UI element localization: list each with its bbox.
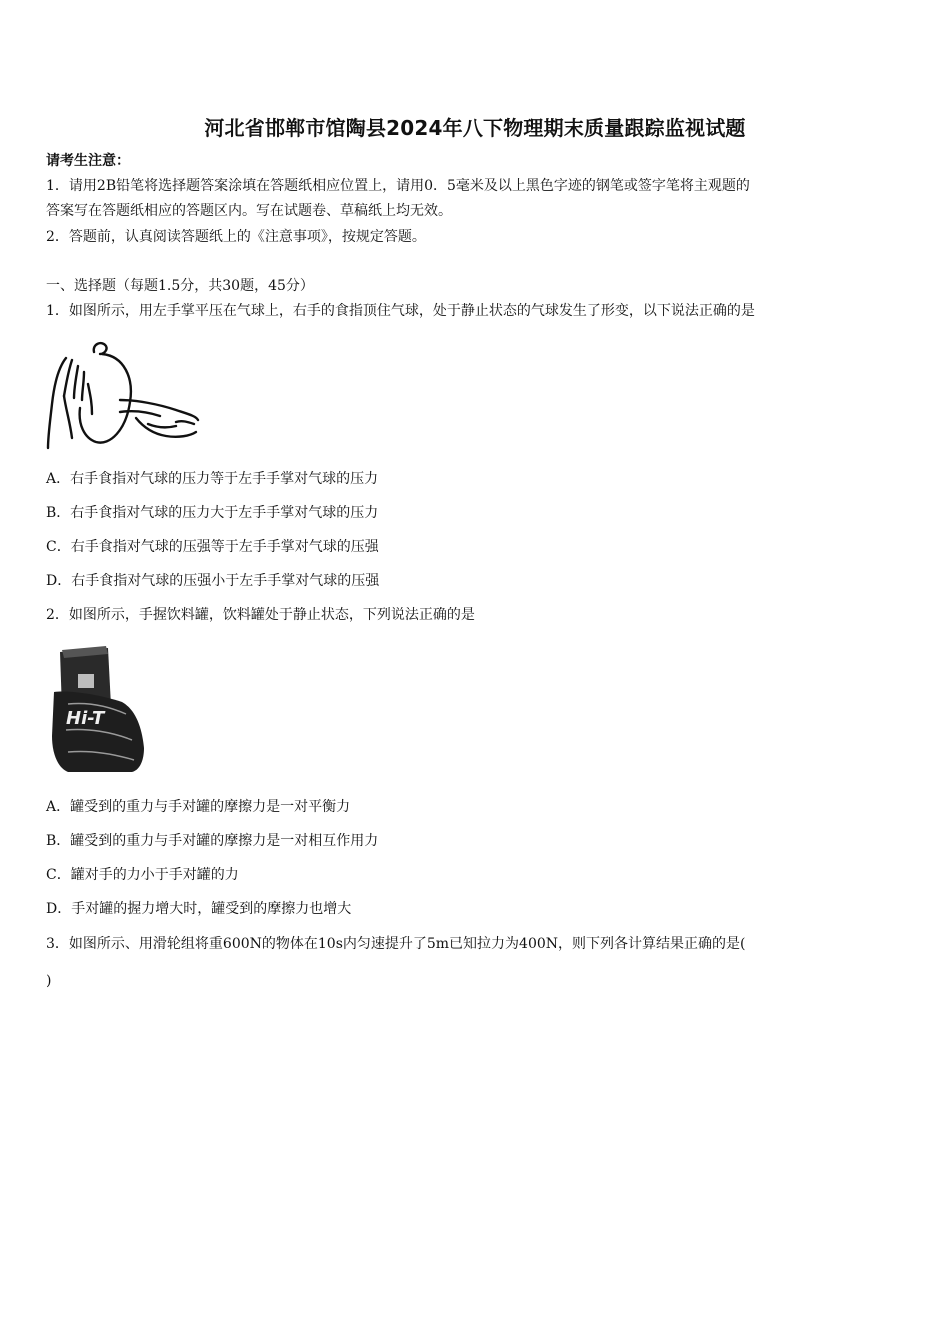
question-1-stem: 1．如图所示，用左手掌平压在气球上，右手的食指顶住气球，处于静止状态的气球发生了形变，以下说法正确的是 — [46, 303, 755, 319]
notice-item-1-line-2: 答案写在答题纸相应的答题区内。写在试题卷、草稿纸上均无效。 — [46, 203, 452, 219]
question-1-option-a: A．右手食指对气球的压力等于左手手掌对气球的压力 — [46, 471, 379, 487]
question-2-stem: 2．如图所示，手握饮料罐，饮料罐处于静止状态，下列说法正确的是 — [46, 607, 475, 623]
question-1-option-c: C．右手食指对气球的压强等于左手手掌对气球的压强 — [46, 539, 379, 555]
question-2-option-c: C．罐对手的力小于手对罐的力 — [46, 867, 239, 883]
question-3-stem-line-1: 3．如图所示、用滑轮组将重600N的物体在10s内匀速提升了5m已知拉力为400N，则下列各计算结果正确的是( — [46, 936, 746, 952]
notice-item-1-line-1: 1．请用2B铅笔将选择题答案涂填在答题纸相应位置上，请用0．5毫米及以上黑色字迹的钢笔或签字笔将主观题的 — [46, 178, 750, 194]
question-1-option-d: D．右手食指对气球的压强小于左手手掌对气球的压强 — [46, 573, 380, 589]
question-2-option-a: A．罐受到的重力与手对罐的摩擦力是一对平衡力 — [46, 799, 351, 815]
notice-item-2: 2．答题前，认真阅读答题纸上的《注意事项》，按规定答题。 — [46, 229, 426, 245]
balloon-hand-figure — [44, 338, 204, 454]
notice-heading: 请考生注意： — [46, 153, 130, 169]
question-2-option-b: B．罐受到的重力与手对罐的摩擦力是一对相互作用力 — [46, 833, 379, 849]
question-1-option-b: B．右手食指对气球的压力大于左手手掌对气球的压力 — [46, 505, 379, 521]
exam-title: 河北省邯郸市馆陶县2024年八下物理期末质量跟踪监视试题 — [204, 116, 746, 140]
question-3-stem-line-2: ) — [46, 973, 52, 989]
question-2-option-d: D．手对罐的握力增大时，罐受到的摩擦力也增大 — [46, 901, 352, 917]
can-label: Hi-T — [66, 708, 105, 729]
section-heading: 一、选择题（每题1.5分，共30题，45分） — [46, 278, 314, 294]
drink-can-hand-figure — [48, 644, 148, 776]
